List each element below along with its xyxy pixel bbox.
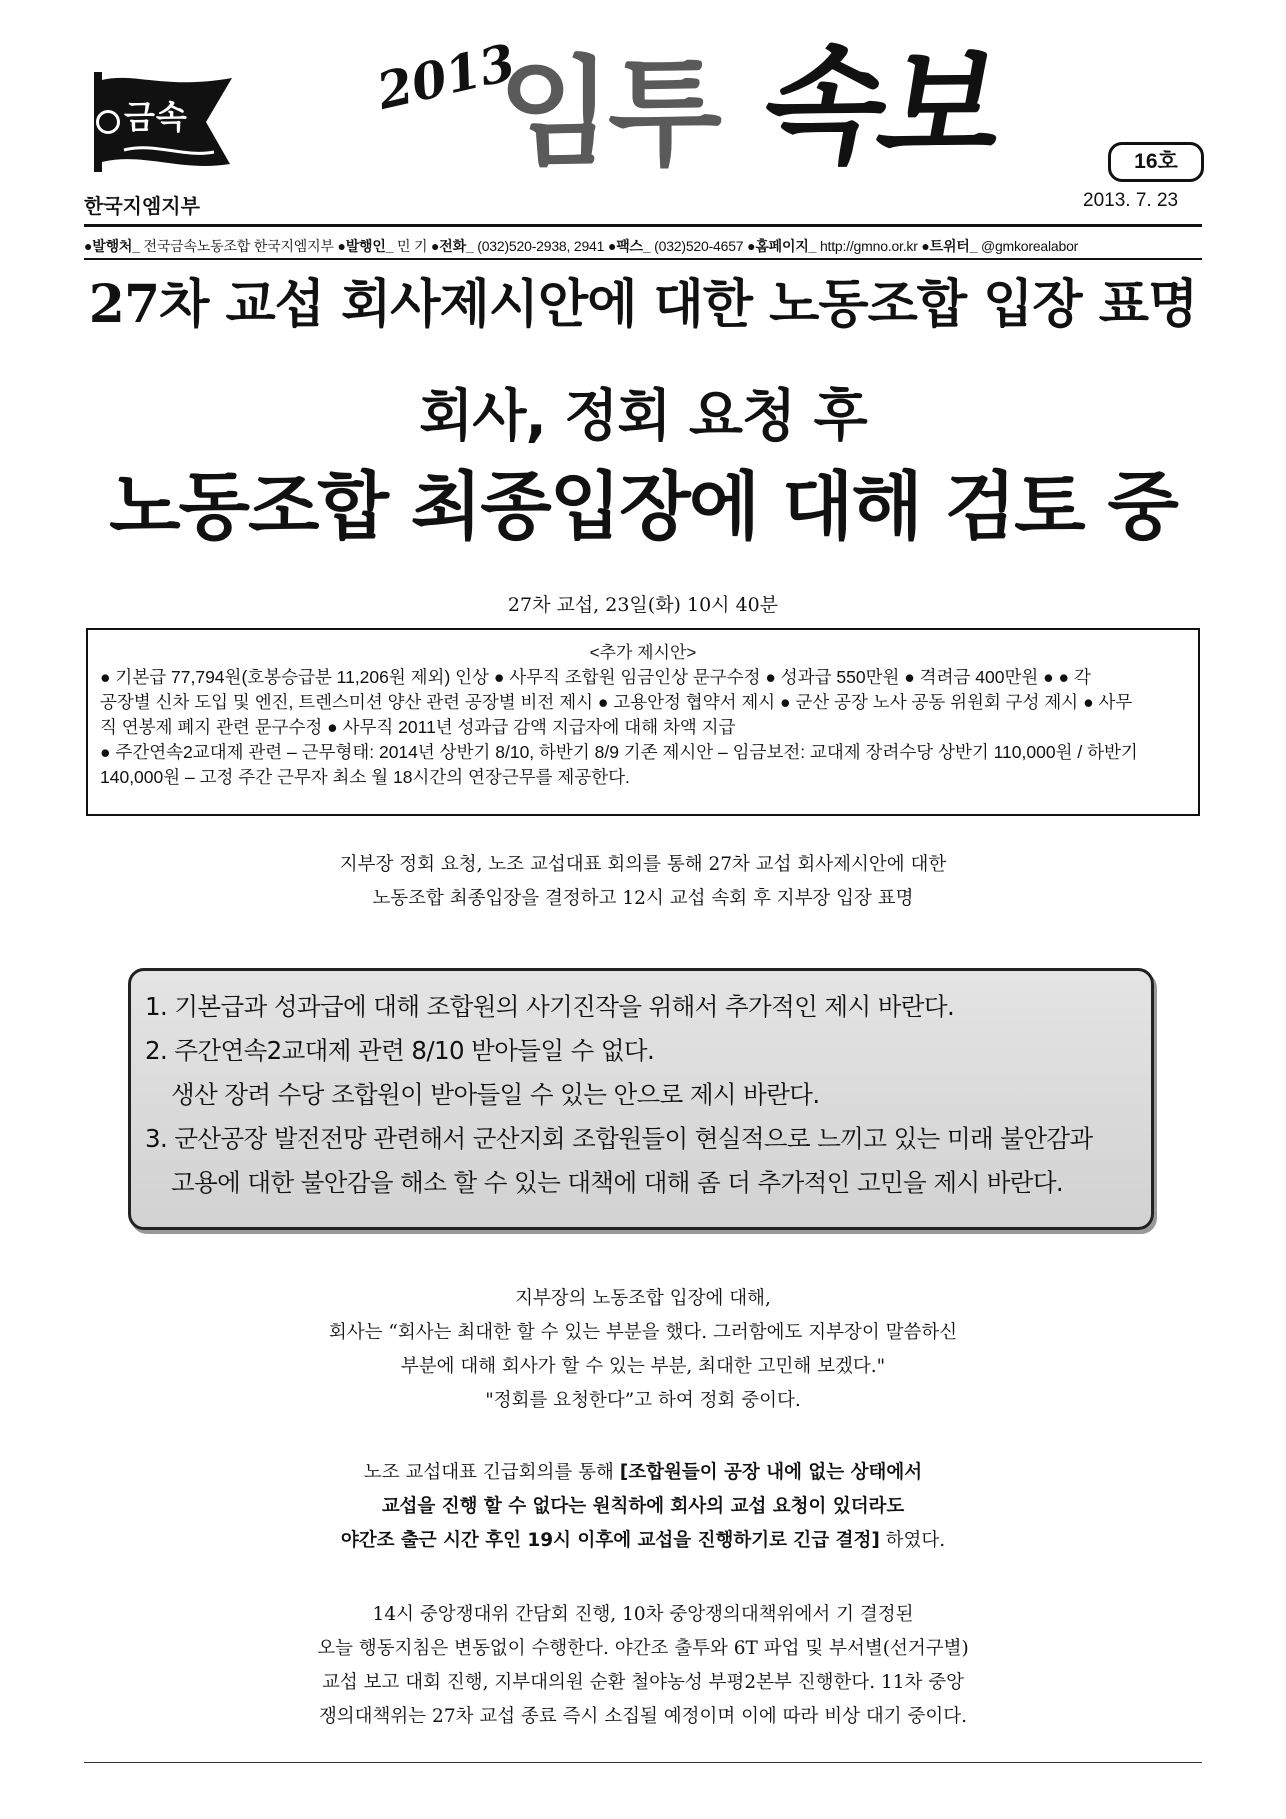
session-info: 27차 교섭, 23일(화) 10시 40분 xyxy=(507,594,779,616)
offer-line: ● 기본급 77,794원(호봉승급분 11,206원 제외) 인상 ● 사무직 조합원 임금인상 문구수정 ● 성과급 550만원 ● 격려금 400만원 ● ● 각 xyxy=(100,667,1091,687)
phone-label: ●전화_ xyxy=(431,238,474,254)
intro-line: 지부장 정회 요청, 노조 교섭대표 회의를 통해 27차 교섭 회사제시안에 대한 xyxy=(339,854,947,875)
headline-sub1: 회사, 정회 요청 후 xyxy=(419,384,867,449)
emergency-decision-bold: [조합원들이 공장 내에 없는 상태에서 xyxy=(619,1462,923,1483)
action-line: 쟁의대책위는 27차 교섭 종료 즉시 소집될 예정이며 이에 따라 비상 대기 중이다. xyxy=(318,1706,968,1727)
offer-line: 공장별 신차 도입 및 엔진, 트렌스미션 양산 관련 공장별 비전 제시 ● 고용안정 협약서 제시 ● 군산 공장 노사 공동 위원회 구성 제시 ● 사무 xyxy=(100,692,1133,712)
twitter-label: ●트위터_ xyxy=(921,238,978,254)
response-line: "정회를 요청한다”고 하여 정회 중이다. xyxy=(485,1390,801,1411)
publisher-info-bar xyxy=(84,236,1202,256)
demand-item-continuation: 생산 장려 수당 조합원이 받아들일 수 있는 안으로 제시 바란다. xyxy=(171,1080,820,1109)
additional-offer-box xyxy=(86,628,1200,816)
twitter-handle[interactable]: @gmkorealabor xyxy=(980,238,1079,254)
fax: (032)520-4657 xyxy=(654,238,744,254)
homepage-label: ●홈페이지_ xyxy=(747,238,817,254)
logo-text: 금속 xyxy=(124,98,188,136)
offer-line: 직 연봉제 폐지 관련 문구수정 ● 사무직 2011년 성과급 감액 지급자에 대해 차액 지급 xyxy=(100,717,736,737)
demand-item: 3. 군산공장 발전전망 관련해서 군산지회 조합원들이 현실적으로 느끼고 있는 미래 불안감과 xyxy=(145,1124,1093,1153)
demand-item-continuation: 고용에 대한 불안감을 해소 할 수 있는 대책에 대해 좀 더 추가적인 고민을 제시 바란다. xyxy=(171,1168,1064,1197)
headline-main: 27차 교섭 회사제시안에 대한 노동조합 입장 표명 xyxy=(88,274,1198,335)
masthead-rule xyxy=(84,224,1202,227)
response-line: 부분에 대해 회사가 할 수 있는 부분, 최대한 고민해 보겠다." xyxy=(400,1356,886,1377)
action-guideline-paragraph xyxy=(0,1598,1286,1734)
response-line: 지부장의 노동조합 입장에 대해, xyxy=(515,1288,771,1309)
fax-label: ●팩스_ xyxy=(607,238,651,254)
phone: (032)520-2938, 2941 xyxy=(477,238,605,254)
footer-rule xyxy=(84,1762,1202,1763)
issuer: 민 기 xyxy=(397,238,428,254)
headline-sub2: 노동조합 최종입장에 대해 검토 중 xyxy=(109,464,1177,550)
offer-line: ● 주간연속2교대제 관련 – 근무형태: 2014년 상반기 8/10, 하반기 8/9 기존 제시안 – 임금보전: 교대제 장려수당 상반기 110,000원 / 하반기 xyxy=(100,742,1138,762)
issuer-label: ●발행인_ xyxy=(337,238,394,254)
action-line: 교섭 보고 대회 진행, 지부대의원 순환 철야농성 부평2본부 진행한다. 11차 중앙 xyxy=(321,1672,964,1693)
issue-date: 2013. 7. 23 xyxy=(1083,190,1179,211)
emergency-decision-bold: 야간조 출근 시간 후인 19시 이후에 교섭을 진행하기로 긴급 결정] xyxy=(340,1530,880,1551)
emergency-decision-paragraph xyxy=(0,1456,1286,1558)
union-logo xyxy=(84,64,244,194)
union-demands-box xyxy=(128,968,1154,1230)
offer-box-title: <추가 제시안> xyxy=(589,643,697,662)
response-line: 회사는 “회사는 최대한 할 수 있는 부분을 했다. 그러함에도 지부장이 말씀하신 xyxy=(328,1322,958,1343)
demand-item: 1. 기본급과 성과급에 대해 조합원의 사기진작을 위해서 추가적인 제시 바란다. xyxy=(145,992,955,1021)
offer-line: 140,000원 – 고정 주간 근무자 최소 월 18시간의 연장근무를 제공한다. xyxy=(100,767,630,787)
homepage-link[interactable]: http://gmno.or.kr xyxy=(819,238,918,254)
emergency-prefix: 노조 교섭대표 긴급회의를 통해 xyxy=(363,1462,620,1483)
intro-paragraph xyxy=(0,848,1286,916)
issue-number-badge: 16호 xyxy=(1108,142,1204,182)
intro-line: 노동조합 최종입장을 결정하고 12시 교섭 속회 후 지부장 입장 표명 xyxy=(372,888,914,909)
action-line: 14시 중앙쟁대위 간담회 진행, 10차 중앙쟁의대책위에서 기 결정된 xyxy=(372,1604,914,1625)
emergency-suffix: 하였다. xyxy=(879,1530,946,1551)
emergency-decision-bold: 교섭을 진행 할 수 없다는 원칙하에 회사의 교섭 요청이 있더라도 xyxy=(381,1496,905,1517)
infobar-rule xyxy=(84,258,1202,260)
masthead-title-part1: 임투 xyxy=(498,44,718,182)
demand-item: 2. 주간연속2교대제 관련 8/10 받아들일 수 없다. xyxy=(145,1036,655,1065)
masthead-year: 2013 xyxy=(371,32,521,121)
company-response-paragraph xyxy=(0,1282,1286,1418)
action-line: 오늘 행동지침은 변동없이 수행한다. 야간조 출투와 6T 파업 및 부서별(선거구별) xyxy=(317,1638,969,1659)
masthead-title-part2: 속보 xyxy=(752,33,1010,180)
publisher-label: ●발행처_ xyxy=(84,238,140,254)
branch-name: 한국지엠지부 xyxy=(84,196,200,218)
publisher: 전국금속노동조합 한국지엠지부 xyxy=(143,238,334,254)
